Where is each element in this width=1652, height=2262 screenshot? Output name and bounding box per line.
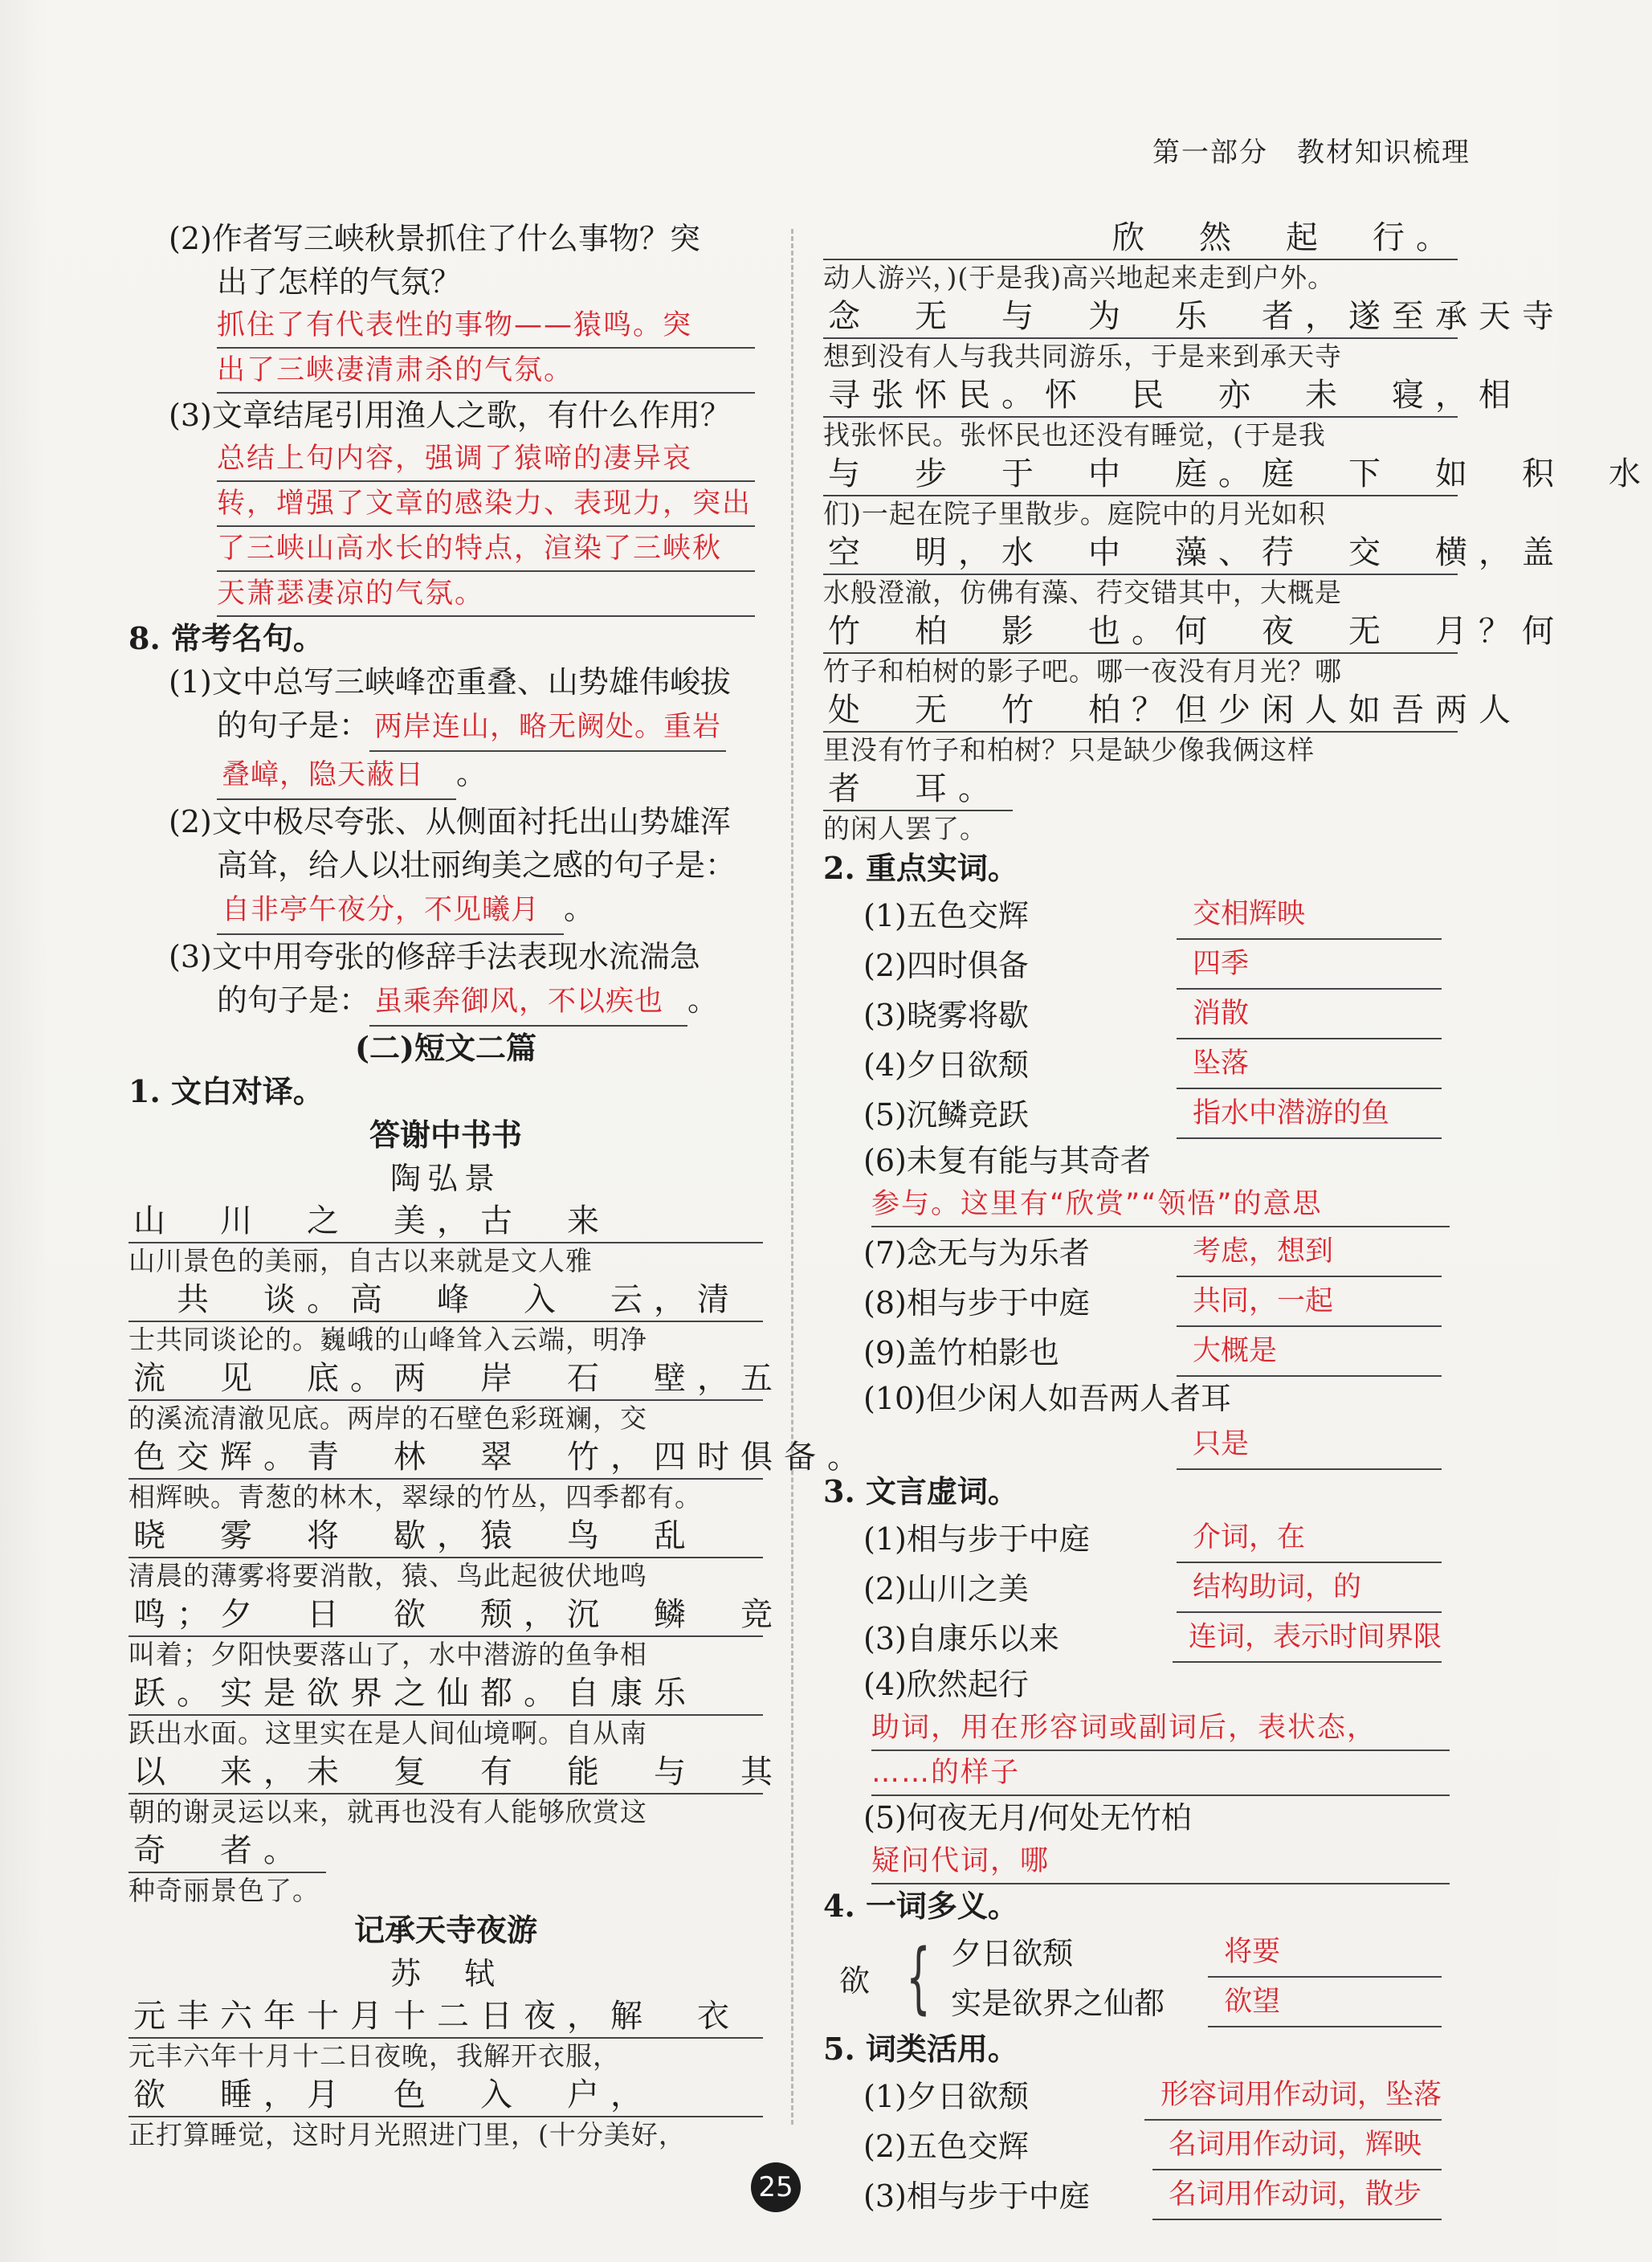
translation-line: 的闲人罢了。 [823, 813, 987, 844]
vocab-answer: 大概是 [1177, 1327, 1442, 1377]
left-column [128, 217, 871, 2153]
vocab-answer: 坠落 [1177, 1039, 1442, 1089]
classical-line: 者 耳。 [823, 768, 1013, 811]
section-heading: 2. 重点实词。 [823, 850, 1018, 886]
classical-line: 欣 然 起 行。 [823, 217, 1458, 260]
translation-line: 水般澄澈，仿佛有藻、荇交错其中，大概是 [823, 577, 1342, 608]
answer-fill: 两岸连山，略无阙处。重岩 [369, 705, 726, 752]
translation-line: 找张怀民。张怀民也还没有睡觉，(于是我 [823, 419, 1326, 451]
brace-icon: { [906, 1933, 931, 2023]
vocab-row [823, 1327, 1458, 1377]
page-number: 25 [751, 2162, 801, 2212]
vocab-row [823, 990, 1458, 1039]
classical-line: 色交辉。青 林 翠 竹，四时俱备。 [128, 1436, 763, 1480]
text-author: 陶弘景 [390, 1161, 501, 1196]
question-text [128, 978, 763, 1027]
translation-line: 里没有竹子和柏树？只是缺少像我俩这样 [823, 734, 1315, 766]
vocab-answer: 欲望 [1208, 1978, 1442, 2027]
polysemy-group [823, 1928, 1458, 2027]
question-text: (2)文中极尽夸张、从侧面衬托出山势雄浑 [169, 804, 731, 839]
vocab-answer: 四季 [1177, 940, 1442, 990]
question-text: 的句子是： [217, 708, 370, 743]
section-heading: 5. 词类活用。 [823, 2031, 1018, 2067]
vocab-question: (1)五色交辉 [863, 898, 1029, 933]
section-heading: 1. 文白对译。 [128, 1073, 324, 1109]
classical-line: 空 明，水 中 藻、荇 交 横，盖 [823, 532, 1458, 575]
vocab-question: (3)自康乐以来 [863, 1621, 1059, 1656]
question-text: (1)文中总写三峡峰峦重叠、山势雄伟峻拔 [169, 664, 731, 700]
vocab-answer: 名词用作动词，散步 [1152, 2170, 1442, 2220]
vocab-question: (5)何夜无月/何处无竹柏 [863, 1800, 1192, 1835]
classical-line: 共 谈。高 峰 入 云，清 [128, 1279, 763, 1322]
translation-line: 朝的谢灵运以来，就再也没有人能够欣赏这 [128, 1796, 647, 1827]
answer-line: 天萧瑟凄凉的气氛。 [217, 572, 755, 617]
vocab-answer: 形容词用作动词，坠落 [1144, 2071, 1442, 2121]
vocab-row [823, 1039, 1458, 1089]
text-author: 苏 轼 [390, 1956, 501, 1991]
classical-line: 奇 者。 [128, 1830, 326, 1873]
vocab-row [823, 890, 1458, 940]
vocab-row [823, 1513, 1458, 1563]
vocab-row [823, 1277, 1458, 1327]
right-column [823, 217, 1652, 2220]
vocab-question: 实是欲界之仙都 [951, 1986, 1165, 2021]
classical-line: 处 无 竹 柏？但少闲人如吾两人 [823, 689, 1458, 733]
answer-fill: 自非亭午夜分，不见曦月 [217, 888, 564, 935]
classical-line: 流 见 底。两 岸 石 壁，五 [128, 1358, 763, 1401]
classical-line: 欲 睡，月 色 入 户， [128, 2074, 763, 2117]
vocab-answer: 名词用作动词，辉映 [1152, 2121, 1442, 2170]
vocab-answer: 结构助词，的 [1177, 1563, 1442, 1613]
vocab-row [823, 2121, 1458, 2170]
translation-line: 的溪流清澈见底。两岸的石壁色彩斑斓，交 [128, 1403, 647, 1434]
vocab-row [823, 940, 1458, 990]
question-text: 出了怎样的气氛？ [217, 264, 462, 300]
vocab-row [951, 1978, 1458, 2027]
polysemy-items [951, 1928, 1458, 2027]
vocab-question: (2)四时俱备 [863, 948, 1029, 983]
vocab-question: (2)五色交辉 [863, 2129, 1029, 2164]
question-text: (3)文章结尾引用渔人之歌，有什么作用？ [169, 398, 731, 433]
vocab-question: (3)晓雾将歇 [863, 998, 1029, 1033]
vocab-answer: ……的样子 [871, 1751, 1450, 1796]
vocab-question: (9)盖竹柏影也 [863, 1335, 1059, 1370]
vocab-question: (4)欣然起行 [863, 1667, 1029, 1702]
vocab-answer: 助词，用在形容词或副词后，表状态， [871, 1706, 1450, 1751]
section-heading: 8. 常考名句。 [128, 620, 324, 656]
classical-line: 鸣；夕 日 欲 颓，沉 鳞 竞 [128, 1594, 763, 1637]
question-text [128, 887, 763, 935]
classical-line: 跃。实是欲界之仙都。自康乐 [128, 1672, 763, 1716]
answer-line: 总结上句内容，强调了猿啼的凄异哀 [217, 437, 755, 482]
vocab-question: (10)但少闲人如吾两人者耳 [863, 1381, 1232, 1416]
translation-line: 们)一起在院子里散步。庭院中的月光如积 [823, 498, 1326, 529]
vocab-row [823, 1420, 1458, 1470]
vocab-answer: 介词，在 [1177, 1513, 1442, 1563]
answer-line: 抓住了有代表性的事物——猿鸣。突 [217, 304, 755, 349]
vocab-row [823, 1563, 1458, 1613]
translation-line: 动人游兴，)(于是我)高兴地起来走到户外。 [823, 262, 1336, 293]
translation-line: 山川景色的美丽，自古以来就是文人雅 [128, 1245, 593, 1276]
question-text: 高耸，给人以壮丽绚美之感的句子是： [217, 847, 736, 883]
classical-line: 竹 柏 影 也。何 夜 无 月？何 [823, 610, 1458, 654]
question-text: (3)文中用夸张的修辞手法表现水流湍急 [169, 939, 700, 974]
vocab-row [823, 1227, 1458, 1277]
vocab-answer: 指水中潜游的鱼 [1177, 1089, 1442, 1139]
vocab-answer: 连词，表示时间界限 [1173, 1613, 1442, 1663]
text-title: 记承天寺夜游 [353, 1912, 537, 1948]
question-text: (2)作者写三峡秋景抓住了什么事物？突 [169, 221, 700, 256]
column-divider [791, 229, 793, 2125]
running-header: 第一部分 教材知识梳理 [1152, 137, 1470, 169]
punctuation: 。 [687, 982, 719, 1018]
vocab-answer: 参与。这里有“欣赏”“领悟”的意思 [871, 1182, 1450, 1227]
vocab-question: (7)念无与为乐者 [863, 1235, 1090, 1271]
text-title: 答谢中书书 [369, 1117, 522, 1153]
vocab-question: (4)夕日欲颓 [863, 1047, 1029, 1083]
vocab-row [823, 1089, 1458, 1139]
classical-line: 寻张怀民。怀 民 亦 未 寝，相 [823, 374, 1458, 418]
vocab-question: (5)沉鳞竞跃 [863, 1097, 1029, 1133]
section-heading: 4. 一词多义。 [823, 1888, 1018, 1924]
question-text [128, 752, 763, 800]
subsection-heading: (二)短文二篇 [355, 1030, 536, 1066]
vocab-row [823, 2071, 1458, 2121]
classical-line: 以 来，未 复 有 能 与 其 [128, 1751, 763, 1794]
classical-line: 元丰六年十月十二日夜，解 衣 [128, 1995, 763, 2039]
vocab-question: (2)山川之美 [863, 1571, 1029, 1607]
vocab-answer: 考虑，想到 [1177, 1227, 1442, 1277]
question-text [128, 704, 763, 752]
translation-line: 跃出水面。这里实在是人间仙境啊。自从南 [128, 1717, 647, 1749]
vocab-question: (1)夕日欲颓 [863, 2079, 1029, 2114]
translation-line: 清晨的薄雾将要消散，猿、鸟此起彼伏地鸣 [128, 1560, 647, 1591]
vocab-row [823, 1613, 1458, 1663]
translation-line: 正打算睡觉，这时月光照进门里，(十分美好， [128, 2119, 686, 2150]
answer-fill: 叠嶂，隐天蔽日 [217, 753, 456, 800]
classical-line: 山 川 之 美，古 来 [128, 1200, 763, 1243]
vocab-question: (1)相与步于中庭 [863, 1521, 1090, 1557]
vocab-question: (3)相与步于中庭 [863, 2178, 1090, 2214]
polysemy-word: 欲 [839, 1962, 871, 1999]
punctuation: 。 [456, 756, 487, 791]
vocab-row [823, 2170, 1458, 2220]
answer-line: 了三峡山高水长的特点，渲染了三峡秋 [217, 527, 755, 572]
translation-line: 叫着；夕阳快要落山了，水中潜游的鱼争相 [128, 1639, 647, 1670]
vocab-answer: 只是 [1177, 1420, 1442, 1470]
vocab-answer: 将要 [1208, 1928, 1442, 1978]
vocab-row [951, 1928, 1458, 1978]
vocab-question: (6)未复有能与其奇者 [863, 1143, 1151, 1178]
classical-line: 晓 雾 将 歇，猿 鸟 乱 [128, 1515, 763, 1558]
vocab-question: (8)相与步于中庭 [863, 1285, 1090, 1321]
classical-line: 与 步 于 中 庭。庭 下 如 积 水 [823, 453, 1458, 496]
translation-line: 相辉映。青葱的林木，翠绿的竹丛，四季都有。 [128, 1481, 702, 1513]
parallel-translation [128, 1200, 871, 1909]
vocab-answer: 疑问代词，哪 [871, 1839, 1450, 1884]
answer-line: 转，增强了文章的感染力、表现力，突出 [217, 482, 755, 527]
translation-line: 竹子和柏树的影子吧。哪一夜没有月光？哪 [823, 655, 1342, 687]
punctuation: 。 [564, 891, 595, 926]
answer-line: 出了三峡凄清肃杀的气氛。 [217, 349, 755, 394]
translation-line: 想到没有人与我共同游乐，于是来到承天寺 [823, 341, 1342, 372]
translation-line: 元丰六年十月十二日夜晚，我解开衣服， [128, 2040, 620, 2072]
vocab-answer: 交相辉映 [1177, 890, 1442, 940]
classical-line: 念 无 与 为 乐 者，遂至承天寺 [823, 296, 1458, 339]
question-text: 的句子是： [217, 982, 370, 1018]
answer-fill: 虽乘奔御风，不以疾也 [369, 980, 687, 1027]
translation-line: 士共同谈论的。巍峨的山峰耸入云端，明净 [128, 1324, 647, 1355]
vocab-answer: 消散 [1177, 990, 1442, 1039]
translation-line: 种奇丽景色了。 [128, 1875, 320, 1906]
section-heading: 3. 文言虚词。 [823, 1473, 1018, 1509]
vocab-question: 夕日欲颓 [951, 1936, 1074, 1971]
vocab-answer: 共同，一起 [1177, 1277, 1442, 1327]
